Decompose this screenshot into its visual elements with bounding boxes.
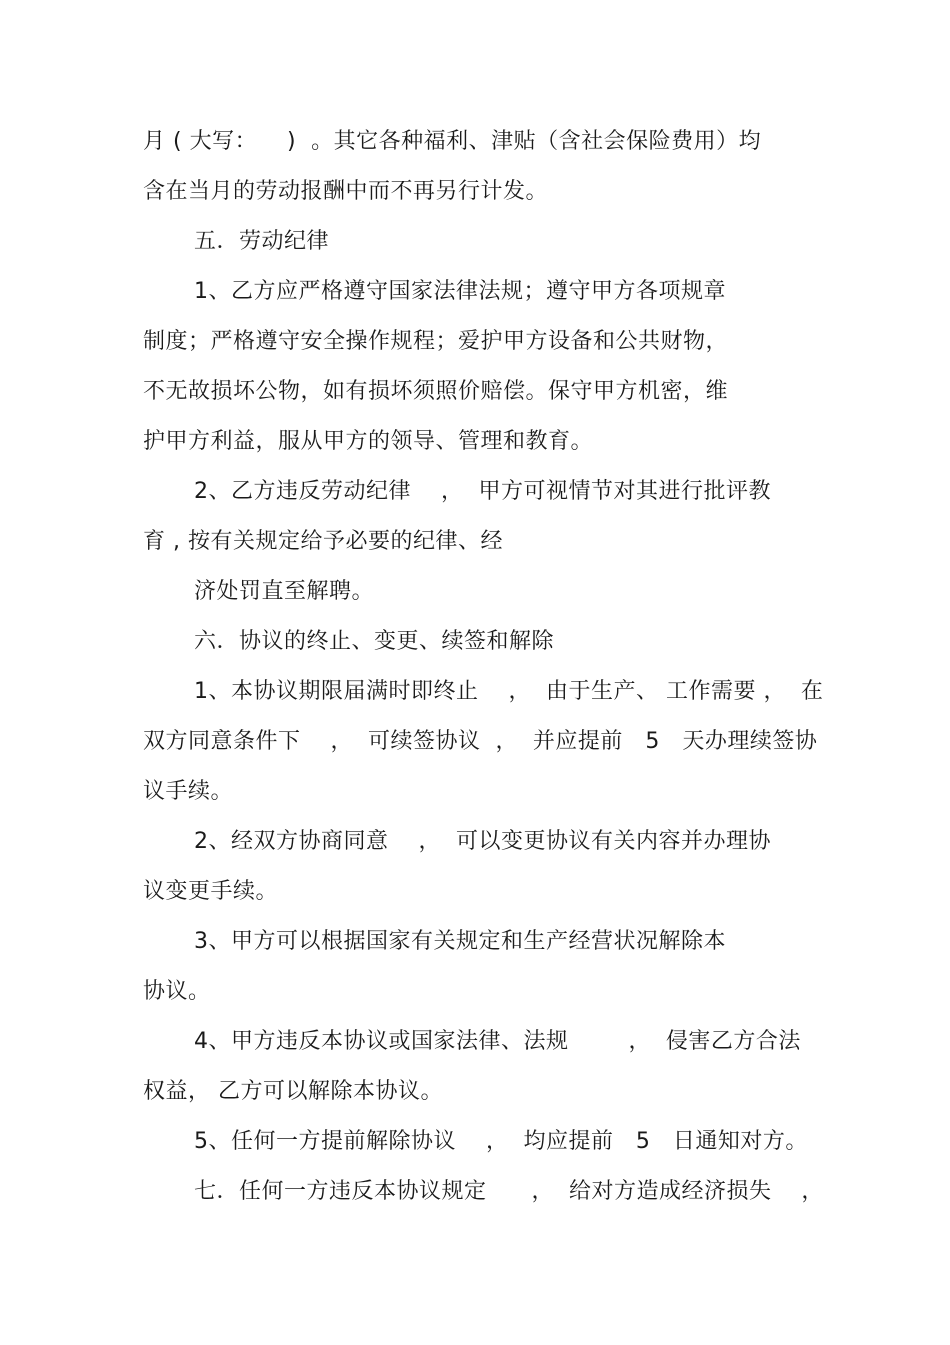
section-heading: 七．任何一方违反本协议规定 ， 给对方造成经济损失 ， xyxy=(194,1179,824,1204)
text-line: 议手续。 xyxy=(143,779,234,804)
text-line: 含在当月的劳动报酬中而不再另行计发。 xyxy=(143,179,549,204)
text-line: 协议。 xyxy=(143,979,211,1004)
text-line: 5、任何一方提前解除协议 ， 均应提前 5 日通知对方。 xyxy=(194,1129,808,1154)
text-line: 2、经双方协商同意 ， 可以变更协议有关内容并办理协 xyxy=(194,829,771,854)
text-line: 权益， 乙方可以解除本协议。 xyxy=(143,1079,443,1104)
text-line: 1、乙方应严格遵守国家法律法规；遵守甲方各项规章 xyxy=(194,279,726,304)
text-line: 3、甲方可以根据国家有关规定和生产经营状况解除本 xyxy=(194,929,726,954)
text-line: 不无故损坏公物，如有损坏须照价赔偿。保守甲方机密，维 xyxy=(143,379,729,404)
text-line: 议变更手续。 xyxy=(143,879,279,904)
text-line: 护甲方利益，服从甲方的领导、管理和教育。 xyxy=(143,429,594,454)
text-line: 1、本协议期限届满时即终止 ， 由于生产、 工作需要 ， 在 xyxy=(194,679,824,704)
text-line: 4、甲方违反本协议或国家法律、法规 ， 侵害乙方合法 xyxy=(194,1029,801,1054)
text-line: 育 , 按有关规定给予必要的纪律、经 xyxy=(143,529,503,554)
text-line: 双方同意条件下 ， 可续签协议 ， 并应提前 5 天办理续签协 xyxy=(143,729,818,754)
text-line: 制度；严格遵守安全操作规程；爱护甲方设备和公共财物， xyxy=(143,329,729,354)
section-heading: 五．劳动纪律 xyxy=(194,229,330,254)
section-heading: 六．协议的终止、变更、续签和解除 xyxy=(194,629,555,654)
text-line: 济处罚直至解聘。 xyxy=(194,579,375,604)
text-line: 2、乙方违反劳动纪律 ， 甲方可视情节对其进行批评教 xyxy=(194,479,771,504)
text-line: 月 ( 大写： ) 。其它各种福利、津贴（含社会保险费用）均 xyxy=(143,129,762,154)
